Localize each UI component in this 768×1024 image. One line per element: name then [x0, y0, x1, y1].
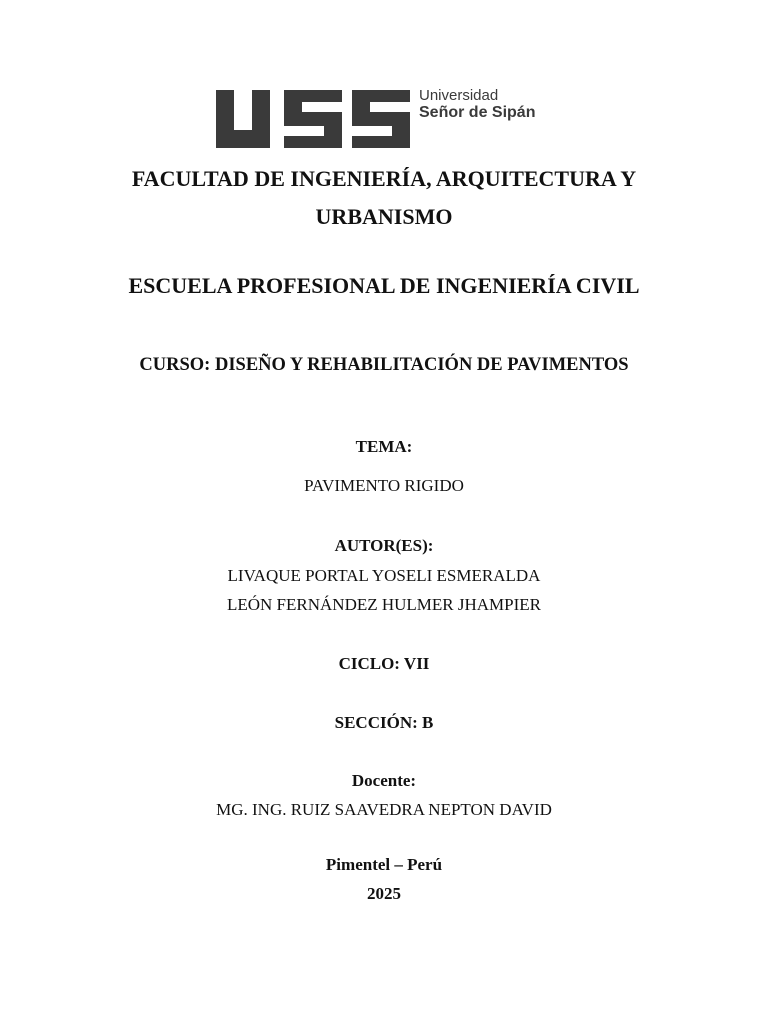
place-label: Pimentel – Perú: [325, 855, 443, 874]
author-name-1: LIVAQUE PORTAL YOSELI ESMERALDA: [227, 566, 541, 585]
topic-value: PAVIMENTO RIGIDO: [304, 476, 464, 495]
faculty-title-line-2: URBANISMO: [315, 204, 453, 229]
school-title: ESCUELA PROFESIONAL DE INGENIERÍA CIVIL: [128, 273, 640, 298]
teacher-name: MG. ING. RUIZ SAAVEDRA NEPTON DAVID: [216, 800, 552, 819]
teacher-label: Docente:: [351, 771, 417, 790]
section-label: SECCIÓN: B: [334, 713, 434, 732]
topic-label: TEMA:: [355, 437, 413, 456]
logo-wordmark: [419, 88, 535, 121]
year-label: 2025: [367, 884, 401, 903]
university-logo: [214, 86, 554, 152]
authors-label: AUTOR(ES):: [334, 536, 434, 555]
faculty-title-line-1: FACULTAD DE INGENIERÍA, ARQUITECTURA Y: [131, 166, 637, 191]
cycle-label: CICLO: VII: [338, 654, 430, 673]
logo-line-2: Señor de Sipán: [419, 104, 536, 121]
uss-logo-mark-icon: [214, 86, 414, 152]
course-title: CURSO: DISEÑO Y REHABILITACIÓN DE PAVIMENTOS: [139, 355, 629, 375]
author-name-2: LEÓN FERNÁNDEZ HULMER JHAMPIER: [226, 595, 542, 614]
logo-line-1: Universidad: [419, 87, 499, 104]
